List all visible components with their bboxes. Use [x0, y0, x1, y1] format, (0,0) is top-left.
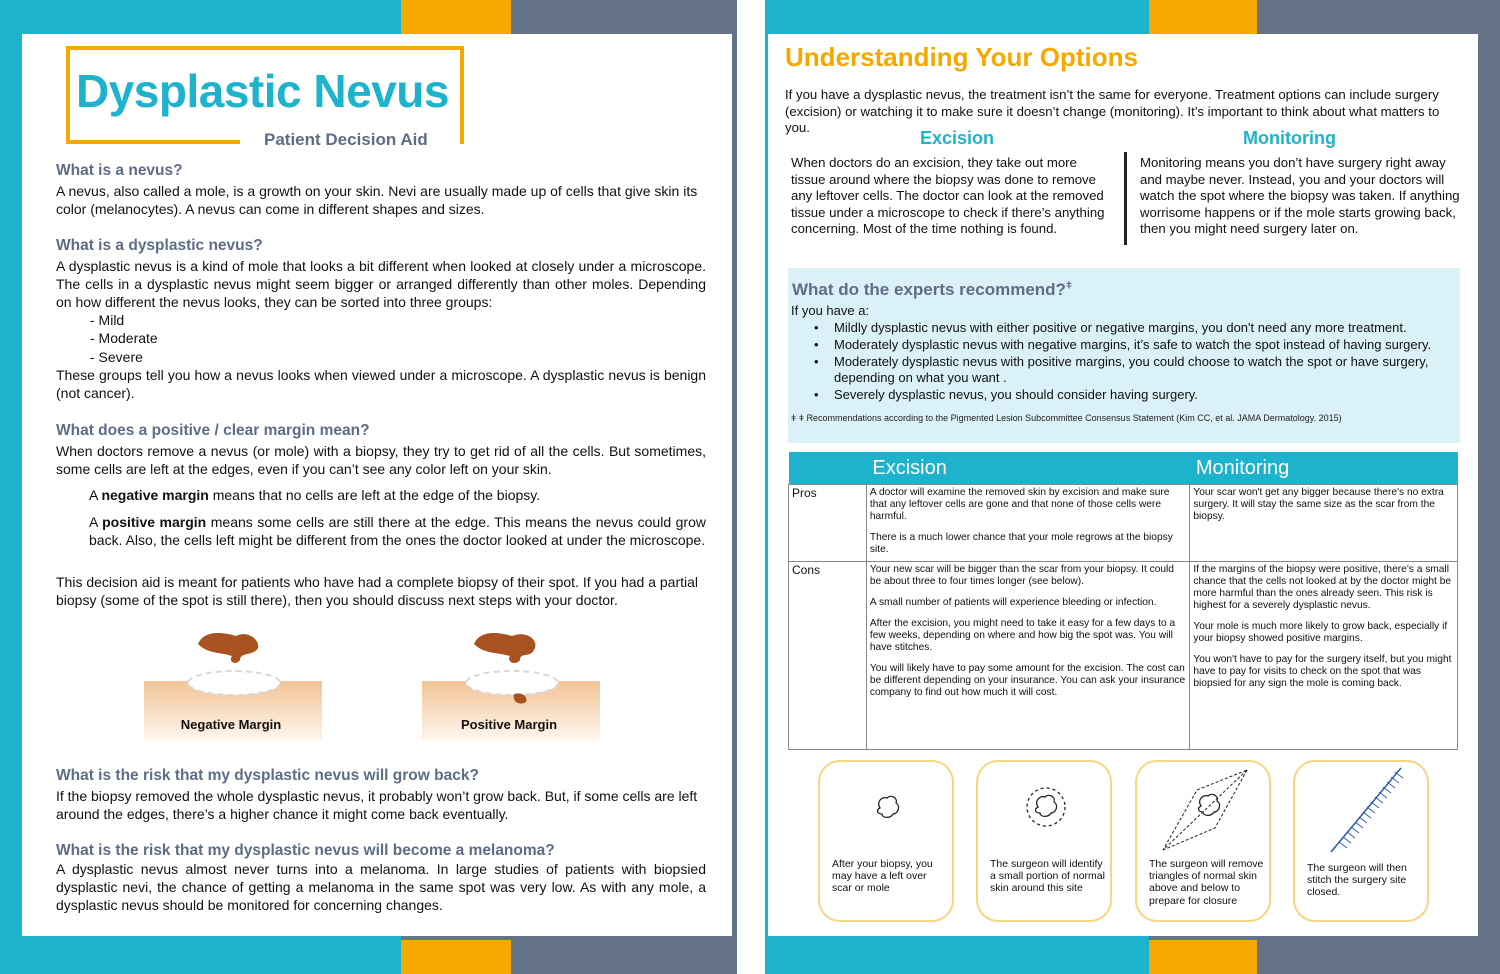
- excision-heading: Excision: [920, 128, 995, 148]
- group-severe: - Severe: [90, 349, 143, 365]
- heading-melanoma: What is the risk that my dysplastic nevus will become a melanoma?: [56, 842, 555, 859]
- text-what-is-nevus: A nevus, also called a mole, is a growth on your skin. Nevi are usually made up of cells that give skin its color (melanocytes). A nevus can come in different shapes and sizes.: [56, 183, 698, 218]
- left-band-orange-top: [401, 0, 511, 34]
- left-band-orange-bottom: [401, 940, 511, 974]
- options-title: Understanding Your Options: [785, 42, 1138, 72]
- step-2-card: [976, 760, 1112, 922]
- positive-margin-label: Positive Margin: [460, 717, 558, 732]
- pros-excision-cell: A doctor will examine the removed skin by excision and make sure that any leftover cells are gone and that none of those cells were harmful. There is a much lower chance that your mole regrows at the biopsy site.: [866, 484, 1189, 561]
- text-margin: When doctors remove a nevus (or mole) with a biopsy, they try to get rid of all the cells. But sometimes, some cells are left at the edges, even if you can’t see any color left on your skin.: [56, 443, 706, 478]
- cons-monitoring-cell: If the margins of the biopsy were positive, there's a small chance that the cells not looked at by the doctor might be more harmful than the ones already seen. This risk is highest for a severely dysplastic nevus. Your mole is much more likely to grow back, especially if your biopsy showed positive margins. You won't have to pay for the surgery itself, but you might have to pay for visits to check on the spot that was biopsied for any sign the mole is coming back.: [1190, 561, 1458, 749]
- page-title: Dysplastic Nevus: [76, 65, 449, 117]
- cons-excision-cell: Your new scar will be bigger than the scar from your biopsy. It could be about three to four times longer (see below). A small number of patients will experience bleeding or infection. After the excision, you might need to take it easy for a few days to a few weeks, depending on where and how big the spot was. You will have stitches. You will likely have to pay some amount for the excision. The cost can be different depending on your insurance. You can ask your insurance company to find out how much it will cost.: [866, 561, 1189, 749]
- right-band-slate-bottom: [1257, 940, 1500, 974]
- options-intro: If you have a dysplastic nevus, the treatment isn’t the same for everyone. Treatment options can include surgery (excision) or watching it to make sure it doesn’t change (monitoring). It’s important to think about what matters to you.: [785, 87, 1440, 136]
- expert-item: • Moderately dysplastic nevus with positive margins, you could choose to watch the spot or have surgery, depending on what you want .: [810, 354, 1450, 388]
- text-dysplastic-nevus: A dysplastic nevus is a kind of mole that looks a bit different when looked at closely under a microscope. The cells in a dysplastic nevus might seem bigger or arranged differently than other moles. Depending on how different the nevus looks, they can be sorted into three groups:: [56, 258, 706, 311]
- ellipse-excision-icon: [1159, 766, 1249, 856]
- heading-grow-back: What is the risk that my dysplastic nevus will grow back?: [56, 767, 479, 784]
- pros-monitoring-cell: Your scar won't get any bigger because there's no extra surgery. It will stay the same size as the scar from the biopsy.: [1190, 484, 1458, 561]
- row-label-cons: Cons: [789, 561, 867, 749]
- pros-cons-table: [788, 452, 1458, 750]
- step-3-text: The surgeon will remove triangles of normal skin above and below to prepare for closure: [1149, 858, 1264, 907]
- text-positive-margin: A positive margin means some cells are still there at the edge. This means the nevus could grow back. Also, the cells left might be different from the ones the doctor looked at under the microscope.: [89, 514, 706, 549]
- negative-margin-label: Negative Margin: [180, 717, 282, 732]
- right-band-orange-top: [1149, 0, 1257, 34]
- monitoring-description: Monitoring means you don’t have surgery right away and maybe never. Instead, you and your doctors will watch the spot where the biopsy was taken. If anything worrisome happens or if the mole starts growing back, then you might need surgery later on.: [1140, 155, 1460, 237]
- row-label-pros: Pros: [789, 484, 867, 561]
- heading-dysplastic-nevus: What is a dysplastic nevus?: [56, 237, 263, 254]
- step-4-text: The surgeon will then stitch the surgery site closed.: [1307, 862, 1407, 899]
- margin-circle-icon: [1021, 782, 1071, 832]
- heading-what-is-nevus: What is a nevus?: [56, 162, 183, 179]
- scar-icon: [868, 788, 908, 828]
- expert-item: • Severely dysplastic nevus, you should consider having surgery.: [810, 387, 1450, 404]
- expert-list: [810, 320, 1450, 404]
- step-1-text: After your biopsy, you may have a left over scar or mole: [832, 858, 933, 895]
- left-band-slate-bottom: [511, 940, 751, 974]
- left-band-slate-top: [511, 0, 751, 34]
- text-decision-aid-scope: This decision aid is meant for patients who have had a complete biopsy of their spot. If you had a partial biopsy (some of the spot is still there), then you should discuss next steps with your doctor.: [56, 574, 699, 609]
- expert-recommendations: [788, 268, 1460, 443]
- step-1-card: [818, 760, 954, 922]
- text-negative-margin: A negative margin means that no cells are left at the edge of the biopsy.: [89, 487, 541, 503]
- monitoring-heading: Monitoring: [1243, 128, 1336, 148]
- expert-intro: If you have a:: [791, 303, 870, 318]
- table-header-excision: Excision: [866, 452, 1189, 484]
- step-4-card: [1293, 760, 1429, 922]
- text-grow-back: If the biopsy removed the whole dysplastic nevus, it probably won’t grow back. But, if some cells are left around the edges, there’s a higher chance it might come back eventually.: [56, 788, 698, 823]
- expert-footnote: ǂ ǂ Recommendations according to the Pigmented Lesion Subcommittee Consensus Statement (Kim CC, et al. JAMA Dermatology. 2015): [791, 413, 1342, 423]
- excision-description: When doctors do an excision, they take out more tissue around where the biopsy was done to remove any leftover cells. The doctor can look at the removed tissue under a microscope to check if there’s anything concerning. Most of the time nothing is found.: [791, 155, 1105, 237]
- step-2-text: The surgeon will identify a small portion of normal skin around this site: [990, 858, 1105, 895]
- right-band-orange-bottom: [1149, 940, 1257, 974]
- text-groups-meaning: These groups tell you how a nevus looks when viewed under a microscope. A dysplastic nevus is benign (not cancer).: [56, 367, 706, 402]
- expert-item: • Mildly dysplastic nevus with either positive or negative margins, you don't need any more treatment.: [810, 320, 1450, 337]
- page-subtitle: Patient Decision Aid: [264, 130, 428, 149]
- options-divider: [1124, 152, 1127, 245]
- right-band-slate-top: [1257, 0, 1500, 34]
- page-gutter: [737, 0, 765, 974]
- group-mild: - Mild: [90, 312, 125, 328]
- step-3-card: [1135, 760, 1271, 922]
- expert-item: • Moderately dysplastic nevus with negative margins, it’s safe to watch the spot instead of having surgery.: [810, 337, 1450, 354]
- text-melanoma: A dysplastic nevus almost never turns into a melanoma. In large studies of patients with biopsied dysplastic nevi, the chance of getting a melanoma in the same spot was very low. As with any mole, a dysplastic nevus should be monitored for concerning changes.: [56, 861, 706, 914]
- expert-heading: What do the experts recommend?$^ǂ$: [792, 280, 1072, 299]
- table-header-monitoring: Monitoring: [1190, 452, 1458, 484]
- group-moderate: - Moderate: [90, 330, 158, 346]
- stitches-icon: [1305, 764, 1415, 860]
- heading-margin: What does a positive / clear margin mean?: [56, 422, 370, 439]
